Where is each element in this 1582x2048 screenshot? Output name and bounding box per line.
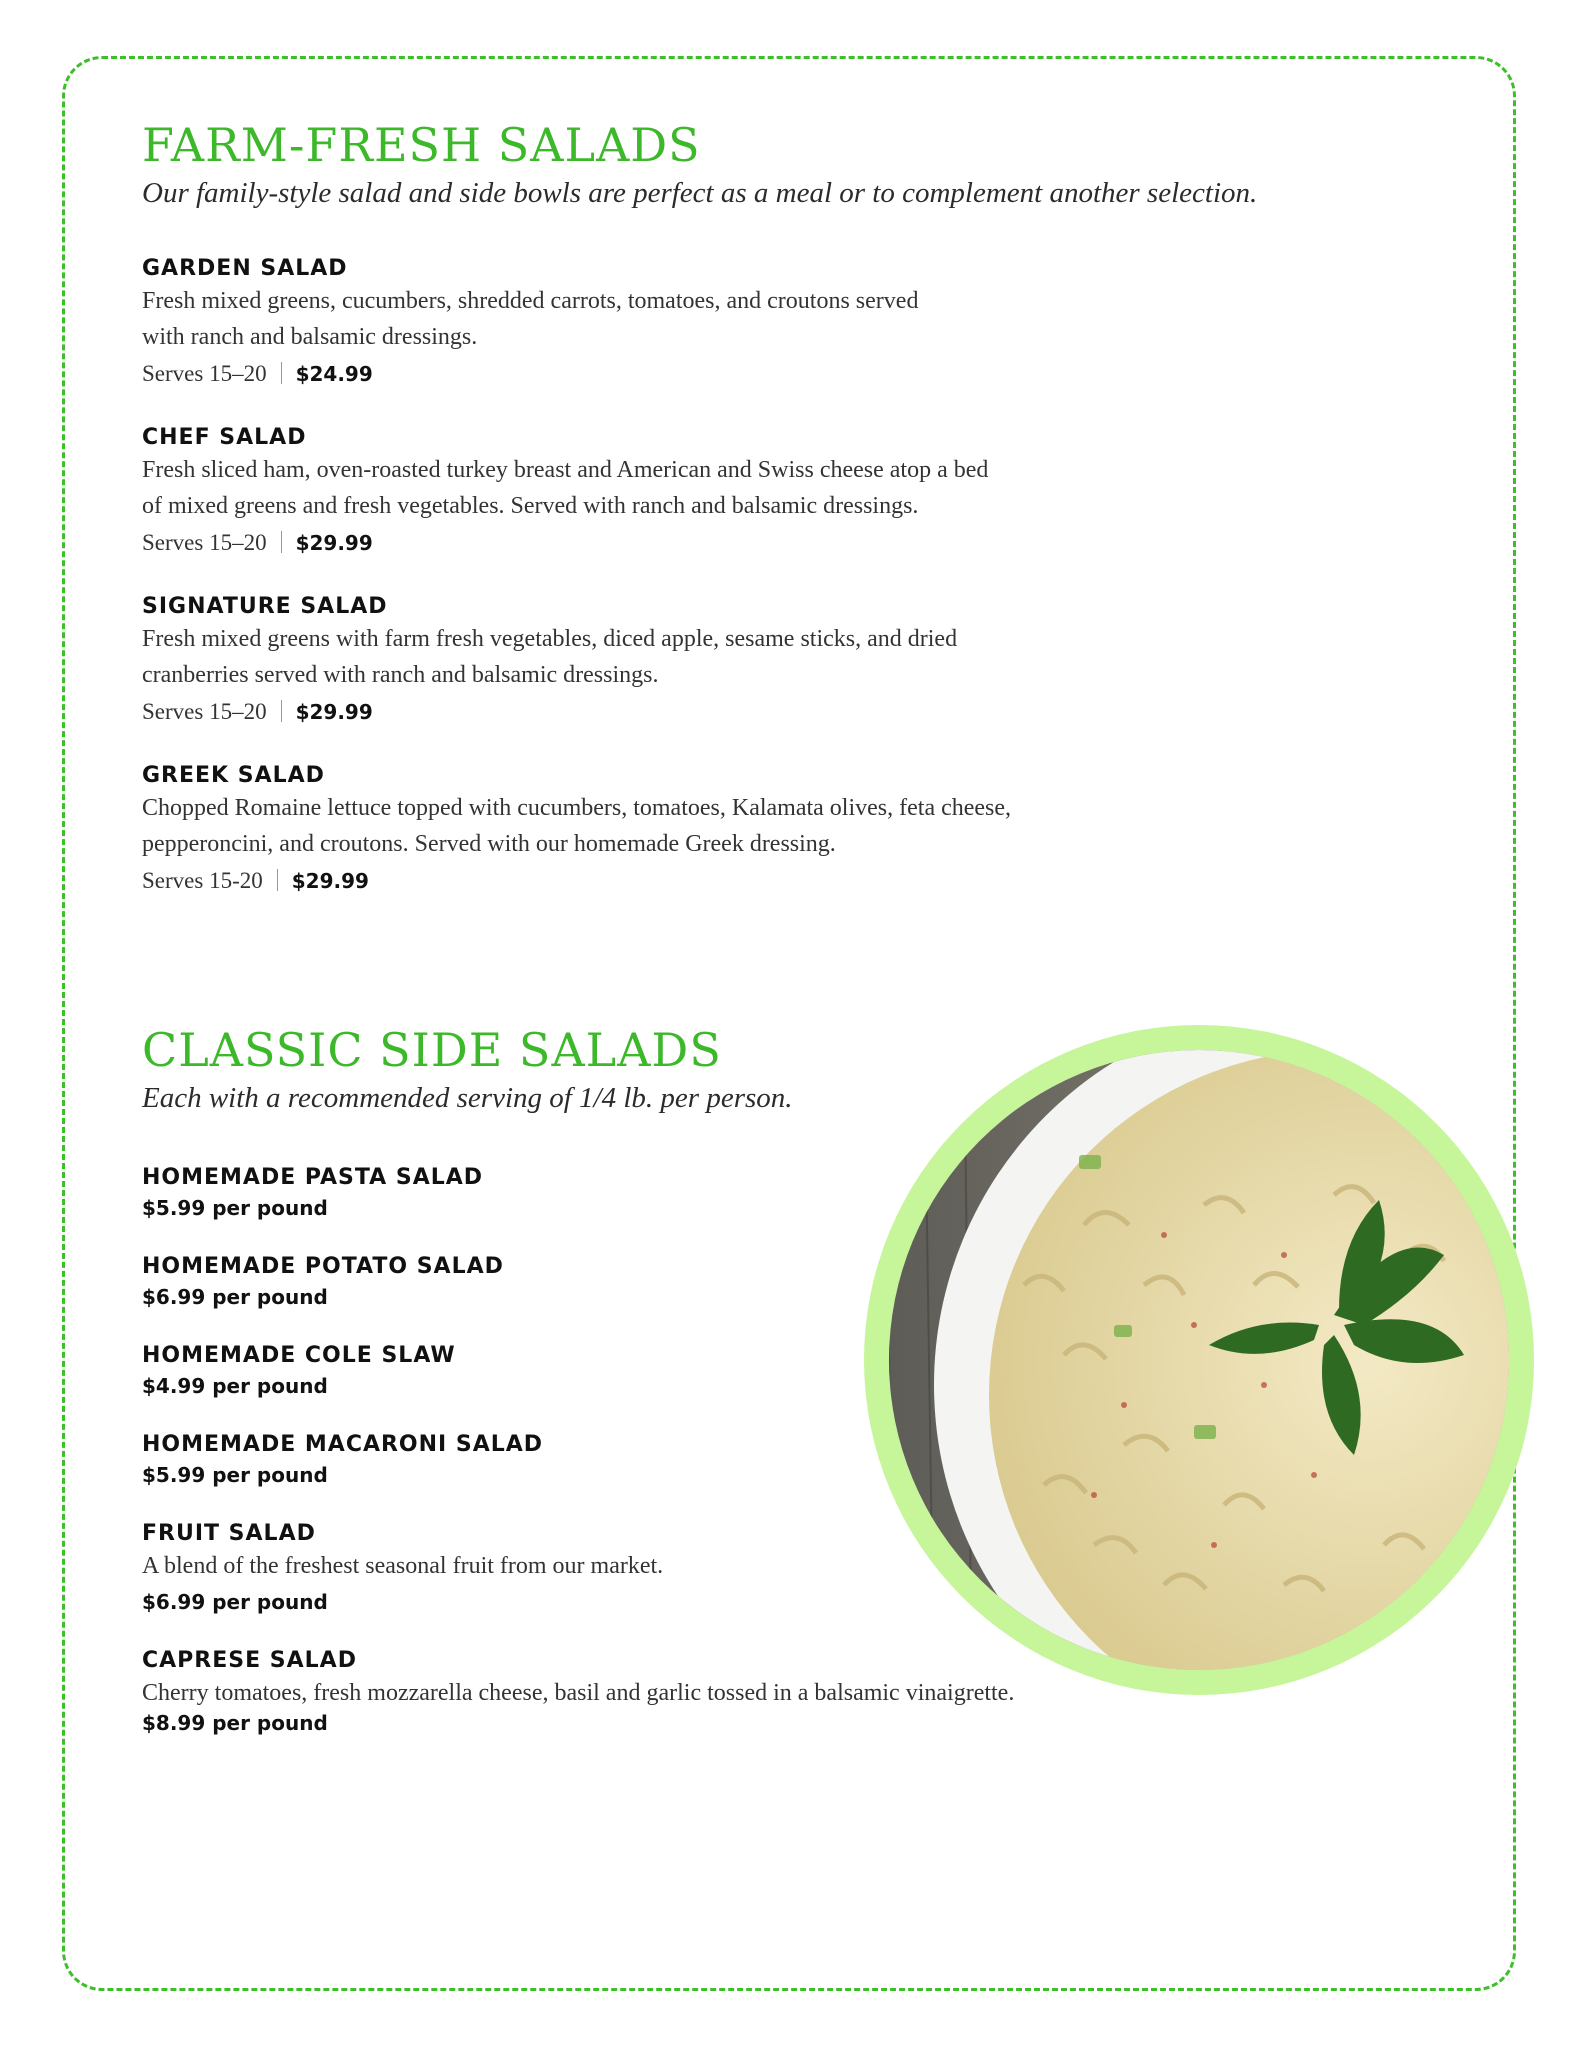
macaroni-salad-photo [864, 1025, 1534, 1695]
item-price: $6.99 per pound [142, 1589, 328, 1614]
item-meta [142, 699, 1392, 725]
menu-item [142, 763, 1392, 894]
item-meta [142, 361, 1392, 387]
item-meta [142, 530, 1392, 556]
item-name: HOMEMADE COLE SLAW [142, 1342, 456, 1368]
menu-item [142, 425, 1392, 556]
item-description-line: pepperoncini, and croutons. Served with our homemade Greek dressing. [142, 830, 836, 857]
item-meta [142, 868, 1392, 894]
item-price: $4.99 per pound [142, 1373, 328, 1398]
item-name: HOMEMADE POTATO SALAD [142, 1253, 504, 1279]
item-description: Cherry tomatoes, fresh mozzarella cheese, basil and garlic tossed in a balsamic vinaigrette. [142, 1679, 1015, 1706]
item-price: $6.99 per pound [142, 1284, 328, 1309]
divider [277, 869, 278, 891]
item-price: $29.99 [295, 530, 373, 555]
item-name: GREEK SALAD [142, 762, 325, 788]
divider [281, 362, 282, 384]
menu-content [142, 118, 1392, 1735]
item-description-line: Chopped Romaine lettuce topped with cucumbers, tomatoes, Kalamata olives, feta cheese, [142, 794, 1012, 821]
item-price: $5.99 per pound [142, 1462, 328, 1487]
item-price: $29.99 [291, 868, 369, 893]
section-title: FARM-FRESH SALADS [142, 118, 701, 172]
item-description: A blend of the freshest seasonal fruit from our market. [142, 1552, 664, 1579]
item-name: CAPRESE SALAD [142, 1647, 357, 1673]
serves-text: Serves 15–20 [142, 360, 267, 386]
section-subtitle: Our family-style salad and side bowls are perfect as a meal or to complement another selection. [142, 176, 1258, 209]
section-subtitle: Each with a recommended serving of 1/4 lb. per person. [142, 1081, 793, 1114]
item-description-line: cranberries served with ranch and balsamic dressings. [142, 661, 659, 688]
divider [281, 531, 282, 553]
divider [281, 700, 282, 722]
item-name: FRUIT SALAD [142, 1520, 316, 1546]
item-price: $8.99 per pound [142, 1710, 328, 1735]
item-name: SIGNATURE SALAD [142, 593, 388, 619]
item-description-line: Fresh mixed greens with farm fresh vegetables, diced apple, sesame sticks, and dried [142, 625, 958, 652]
item-name: HOMEMADE MACARONI SALAD [142, 1431, 544, 1457]
item-description [142, 621, 1392, 693]
item-description-line: Fresh sliced ham, oven-roasted turkey breast and American and Swiss cheese atop a bed [142, 456, 989, 483]
serves-text: Serves 15–20 [142, 529, 267, 555]
serves-text: Serves 15–20 [142, 698, 267, 724]
item-description-line: of mixed greens and fresh vegetables. Served with ranch and balsamic dressings. [142, 492, 919, 519]
item-description [142, 283, 1392, 355]
farm-fresh-section [142, 120, 1392, 894]
menu-item [142, 594, 1392, 725]
item-name: GARDEN SALAD [142, 255, 348, 281]
item-price: $29.99 [295, 699, 373, 724]
menu-item [142, 256, 1392, 387]
item-name: HOMEMADE PASTA SALAD [142, 1164, 484, 1190]
item-description-line: with ranch and balsamic dressings. [142, 323, 478, 350]
item-description [142, 790, 1392, 862]
item-description-line: Fresh mixed greens, cucumbers, shredded carrots, tomatoes, and croutons served [142, 287, 919, 314]
serves-text: Serves 15-20 [142, 867, 263, 893]
item-price: $5.99 per pound [142, 1195, 328, 1220]
item-price: $24.99 [295, 361, 373, 386]
item-description [142, 452, 1392, 524]
section-title: CLASSIC SIDE SALADS [142, 1023, 722, 1077]
item-name: CHEF SALAD [142, 424, 307, 450]
